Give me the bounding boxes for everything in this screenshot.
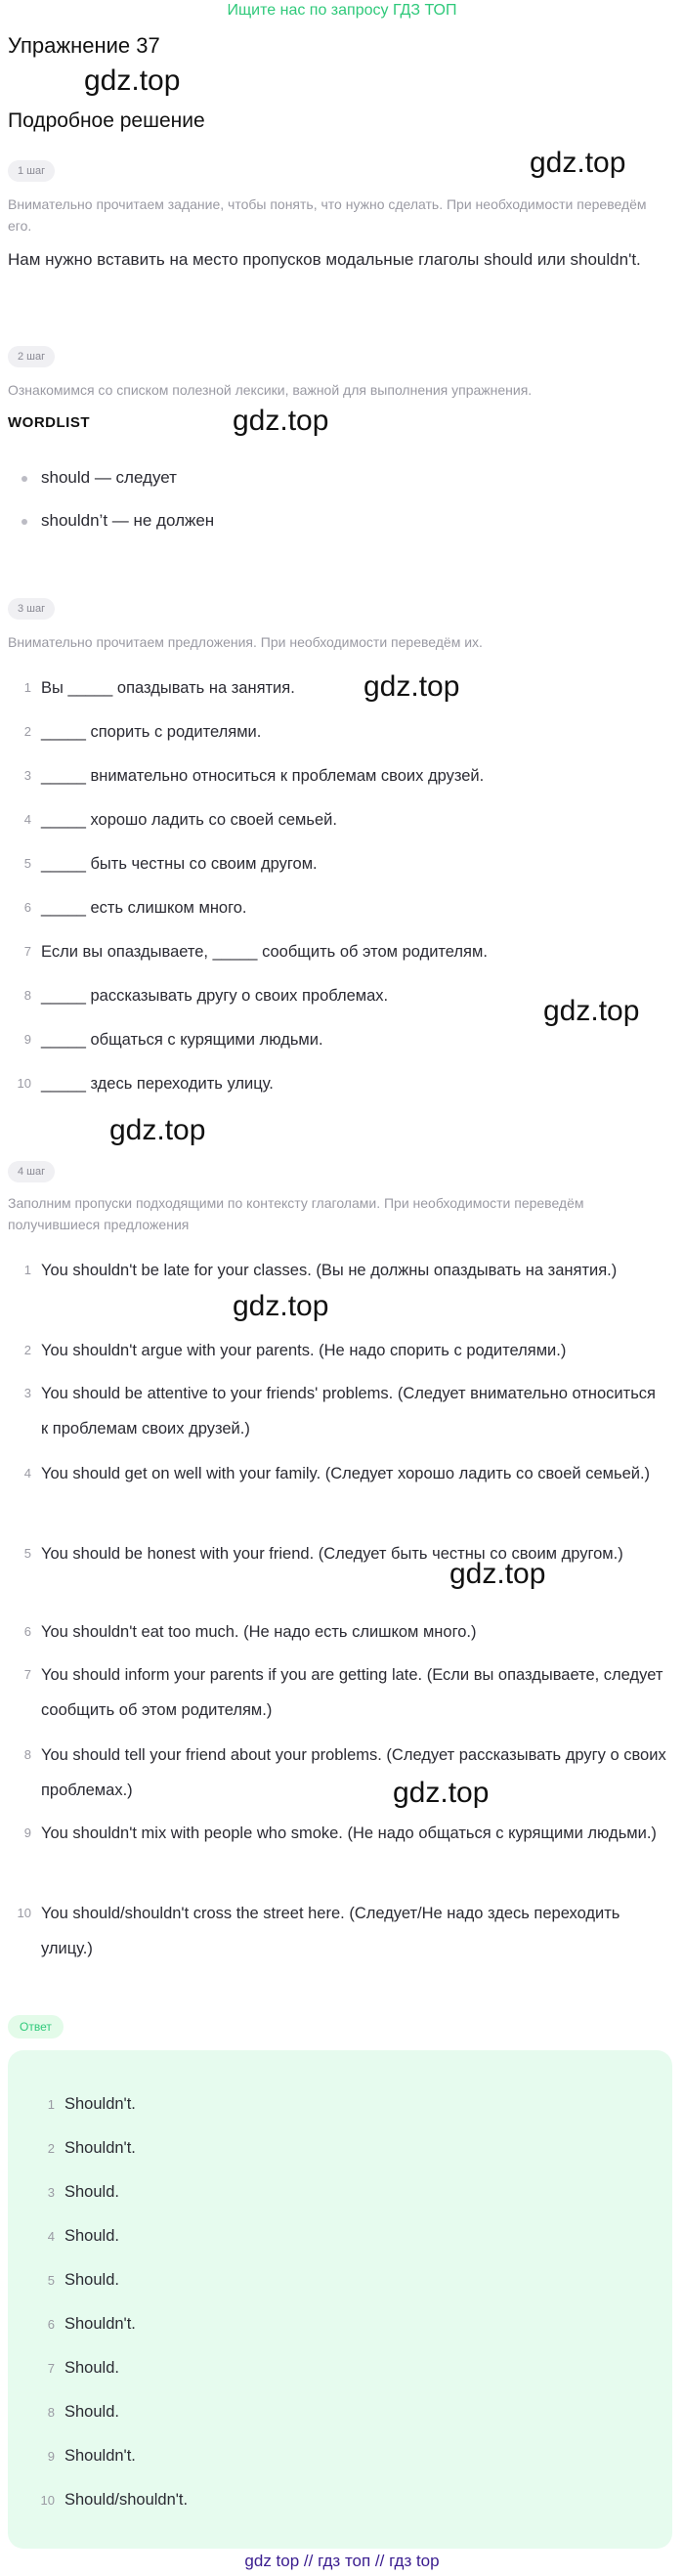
item-text: You shouldn't eat too much. (Не надо есть слишком много.) — [41, 1623, 477, 1641]
item-number: 9 — [23, 1032, 31, 1047]
item-number: 9 — [23, 1825, 31, 1840]
list-item — [8, 1066, 672, 1101]
item-text: _____ здесь переходить улицу. — [41, 1075, 274, 1093]
answer-item — [16, 2313, 602, 2336]
item-text: You shouldn't be late for your classes. (Вы не должны опаздывать на занятия.) — [41, 1262, 618, 1279]
watermark: gdz.top — [449, 1558, 546, 1590]
item-number: 8 — [23, 988, 31, 1003]
item-text: _____ общаться с курящими людьми. — [41, 1031, 323, 1049]
list-item — [8, 1816, 672, 1851]
answer-item — [16, 2269, 602, 2292]
watermark: gdz.top — [530, 147, 626, 179]
list-item — [8, 890, 672, 925]
answer-item — [16, 2489, 602, 2512]
list-item — [8, 1536, 672, 1571]
step-note: Внимательно прочитаем задание, чтобы понять, что нужно сделать. При необходимости переведём его. — [8, 196, 647, 234]
watermark: gdz.top — [393, 1777, 490, 1809]
item-text: You should inform your parents if you are getting late. (Если вы опаздываете, следует сообщить об этом родителям.) — [41, 1666, 663, 1719]
item-text: You should/shouldn't cross the street here. (Следует/Не надо здесь переходить улицу.) — [41, 1905, 620, 1957]
list-item — [8, 714, 672, 750]
item-number: 1 — [23, 1263, 31, 1277]
item-number: 5 — [23, 856, 31, 871]
list-item — [8, 934, 672, 969]
item-number: 6 — [23, 1624, 31, 1639]
item-number: 7 — [47, 2361, 55, 2376]
list-item — [8, 1896, 672, 1966]
step-badge: 1 шаг — [8, 160, 55, 182]
item-number: 1 — [47, 2097, 55, 2112]
footer-links[interactable]: gdz top // гдз топ // гдз top — [244, 2552, 440, 2570]
item-number: 4 — [23, 812, 31, 827]
list-item — [8, 1657, 672, 1728]
item-number: 3 — [23, 768, 31, 783]
item-number: 3 — [23, 1386, 31, 1400]
watermark: gdz.top — [543, 995, 640, 1027]
list-item — [8, 1614, 672, 1650]
list-item — [21, 467, 177, 489]
step-text: Нам нужно вставить на место пропусков модальные глаголы should или shouldn't. — [8, 250, 641, 269]
step-badge: 2 шаг — [8, 346, 55, 367]
item-text: Should. — [64, 2403, 119, 2421]
list-item — [8, 758, 672, 794]
item-number: 6 — [47, 2317, 55, 2332]
item-number: 2 — [23, 1343, 31, 1357]
list-item — [8, 1456, 672, 1491]
item-number: 9 — [47, 2449, 55, 2464]
item-number: 7 — [23, 944, 31, 959]
word-entry: should — следует — [41, 468, 177, 487]
answer-item — [16, 2445, 602, 2468]
bullet-icon — [21, 519, 27, 525]
answer-item — [16, 2225, 602, 2248]
item-number: 8 — [47, 2405, 55, 2420]
answer-badge: Ответ — [8, 2015, 64, 2039]
item-number: 1 — [23, 680, 31, 695]
item-text: You should be attentive to your friends' problems. (Следует внимательно относиться к проблемам своих друзей.) — [41, 1385, 656, 1438]
item-text: _____ быть честны со своим другом. — [41, 855, 318, 873]
item-text: You shouldn't argue with your parents. (Не надо спорить с родителями.) — [41, 1342, 567, 1359]
item-number: 2 — [47, 2141, 55, 2156]
item-text: Should. — [64, 2271, 119, 2289]
item-number: 4 — [47, 2229, 55, 2244]
item-text: Shouldn't. — [64, 2447, 136, 2465]
answer-item — [16, 2181, 602, 2204]
word-entry: shouldn’t — не должен — [41, 511, 215, 530]
answer-item — [16, 2401, 602, 2424]
item-number: 10 — [17, 1076, 31, 1091]
item-text: Shouldn't. — [64, 2315, 136, 2333]
item-text: Should. — [64, 2183, 119, 2201]
answer-panel — [8, 2050, 672, 2549]
bullet-icon — [21, 476, 27, 482]
item-text: Should. — [64, 2359, 119, 2377]
item-number: 5 — [47, 2273, 55, 2288]
watermark: gdz.top — [233, 1290, 329, 1322]
item-text: Should. — [64, 2227, 119, 2245]
wordlist-heading: WORDLIST — [8, 414, 90, 431]
list-item — [8, 1376, 672, 1446]
item-text: You shouldn't mix with people who smoke. (Не надо общаться с курящими людьми.) — [41, 1825, 657, 1842]
item-text: You should get on well with your family. (Следует хорошо ладить со своей семьей.) — [41, 1465, 651, 1482]
item-text: _____ внимательно относиться к проблемам своих друзей. — [41, 767, 485, 785]
list-item — [8, 1738, 672, 1808]
list-item — [8, 1333, 672, 1368]
item-number: 10 — [40, 2493, 55, 2508]
list-item — [8, 670, 672, 706]
item-text: _____ рассказывать другу о своих проблемах. — [41, 987, 389, 1005]
item-number: 3 — [47, 2185, 55, 2200]
item-text: _____ спорить с родителями. — [41, 723, 262, 741]
step-badge: 4 шаг — [8, 1161, 55, 1182]
step-note: Заполним пропуски подходящими по контексту глаголами. При необходимости переведём получившиеся предложения — [8, 1195, 584, 1232]
watermark: gdz.top — [109, 1114, 206, 1146]
item-number: 4 — [23, 1466, 31, 1481]
item-text: You should be honest with your friend. (Следует быть честны со своим другом.) — [41, 1545, 623, 1563]
item-number: 10 — [17, 1906, 31, 1920]
item-text: Should/shouldn't. — [64, 2491, 189, 2509]
search-hint-link[interactable]: Ищите нас по запросу ГДЗ ТОП — [227, 2, 457, 19]
item-number: 8 — [23, 1747, 31, 1762]
item-text: Shouldn't. — [64, 2095, 136, 2113]
exercise-title: Упражнение 37 — [8, 33, 160, 58]
item-number: 6 — [23, 900, 31, 915]
solution-subtitle: Подробное решение — [8, 109, 205, 132]
list-item — [8, 846, 672, 881]
list-item — [8, 1253, 672, 1288]
answer-item — [16, 2357, 602, 2380]
item-number: 5 — [23, 1546, 31, 1561]
watermark: gdz.top — [84, 64, 181, 97]
step-note: Ознакомимся со списком полезной лексики, важной для выполнения упражнения. — [8, 382, 533, 398]
answer-item — [16, 2093, 602, 2116]
item-text: Shouldn't. — [64, 2139, 136, 2157]
item-number: 2 — [23, 724, 31, 739]
answer-item — [16, 2137, 602, 2160]
step-note: Внимательно прочитаем предложения. При необходимости переведём их. — [8, 634, 483, 650]
item-text: _____ есть слишком много. — [41, 899, 247, 917]
item-number: 7 — [23, 1667, 31, 1682]
item-text: Вы _____ опаздывать на занятия. — [41, 679, 295, 697]
item-text: Если вы опаздываете, _____ сообщить об этом родителям. — [41, 943, 488, 961]
step-badge: 3 шаг — [8, 598, 55, 620]
list-item — [21, 510, 214, 532]
list-item — [8, 802, 672, 837]
item-text: You should tell your friend about your problems. (Следует рассказывать другу о своих проблемах.) — [41, 1746, 666, 1799]
list-item — [8, 978, 672, 1013]
item-text: _____ хорошо ладить со своей семьей. — [41, 811, 337, 829]
list-item — [8, 1022, 672, 1057]
watermark: gdz.top — [233, 405, 329, 437]
watermark: gdz.top — [363, 670, 460, 703]
